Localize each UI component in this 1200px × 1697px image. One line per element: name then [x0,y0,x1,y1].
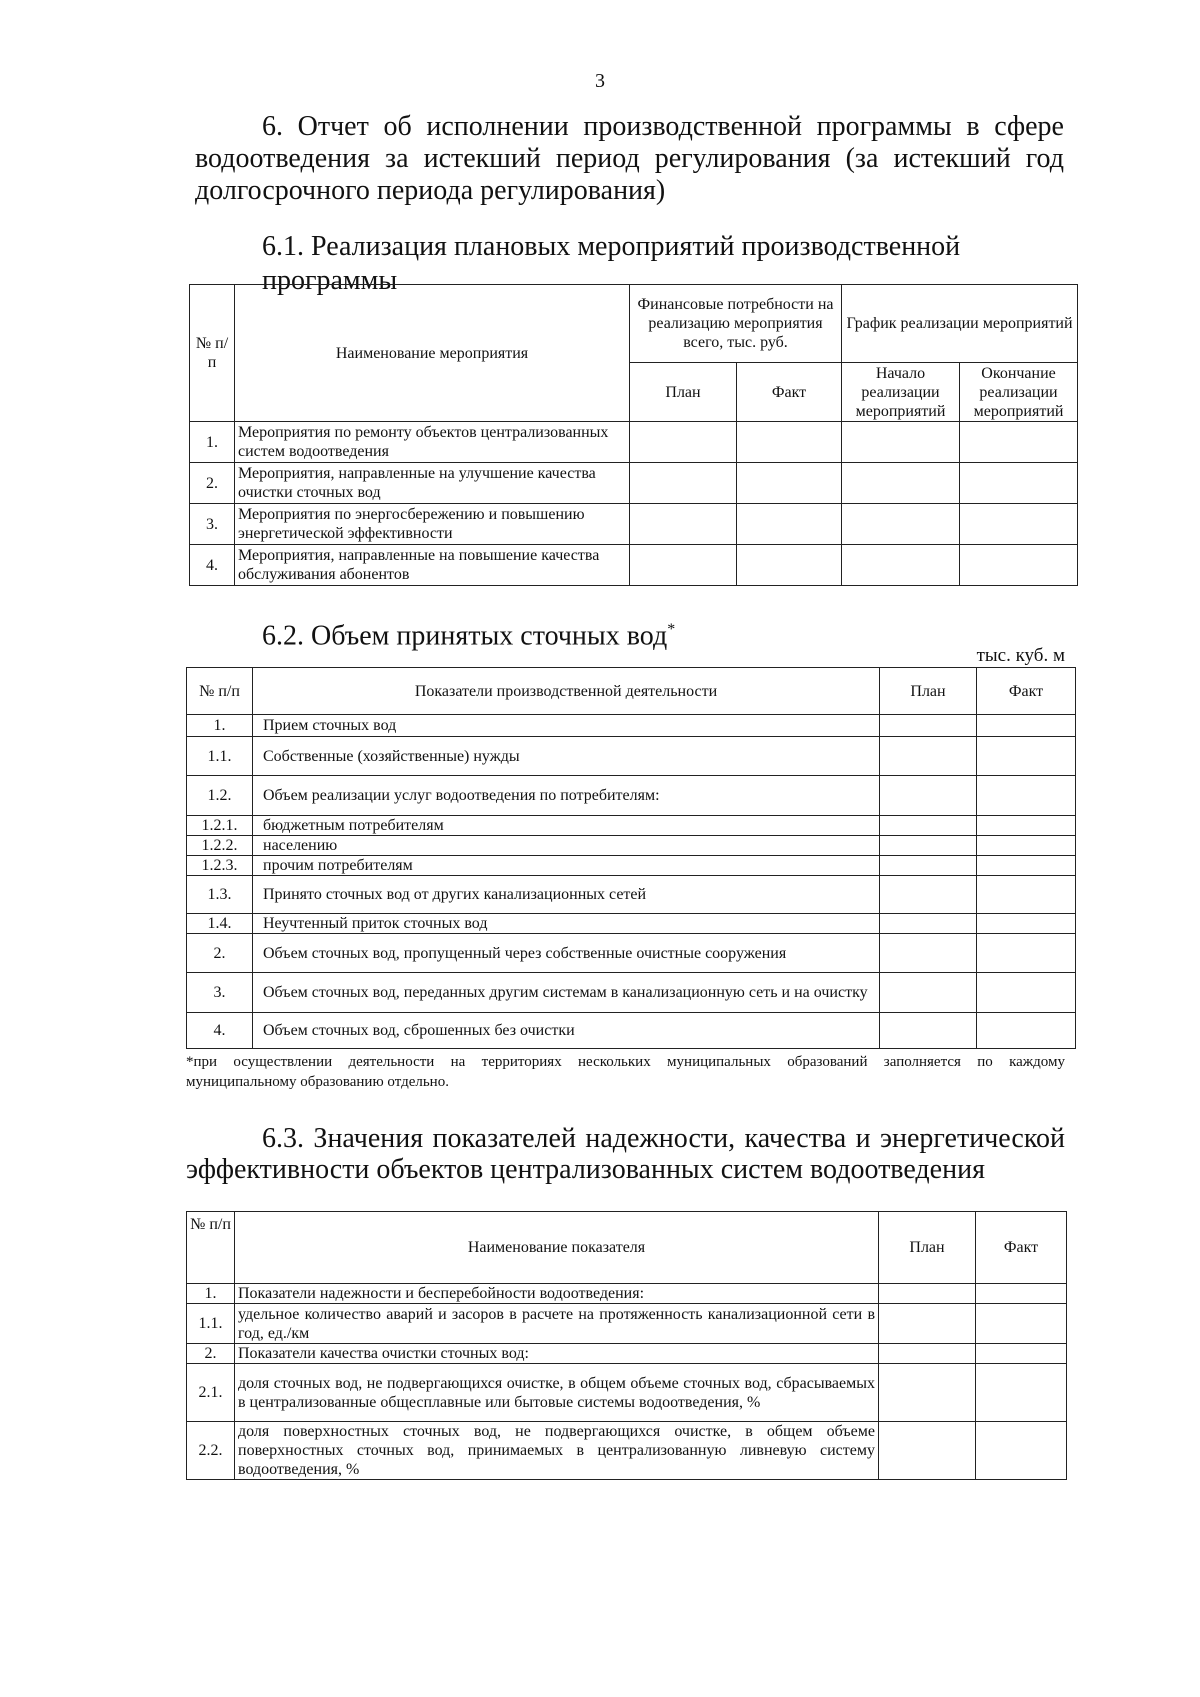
row-num: 1. [187,715,253,737]
plan-cell[interactable] [879,1422,976,1480]
row-num: 2. [190,463,235,504]
table-row [187,1304,1067,1344]
col-header-plan: План [880,668,977,715]
fact-cell[interactable] [737,504,842,545]
row-num: 2.1. [187,1364,235,1422]
col-header-fact: Факт [737,363,842,422]
table-row [187,876,1076,914]
row-name: Мероприятия, направленные на повышение качества обслуживания абонентов [235,545,630,586]
fact-cell[interactable] [976,1344,1067,1364]
col-header-plan: План [879,1212,976,1284]
col-header-end: Окончание реализации мероприятий [960,363,1078,422]
plan-cell[interactable] [879,1304,976,1344]
fact-cell[interactable] [977,836,1076,856]
plan-cell[interactable] [880,973,977,1013]
table-row [190,463,1078,504]
col-header-num: № п/п [187,668,253,715]
col-header-fact: Факт [977,668,1076,715]
plan-cell[interactable] [880,1013,977,1049]
start-cell[interactable] [842,422,960,463]
table-row [187,1344,1067,1364]
table-row [187,856,1076,876]
col-header-measure-name: Наименование мероприятия [235,285,630,422]
footnote-mark: * [667,621,676,638]
row-name: Прием сточных вод [253,715,880,737]
fact-cell[interactable] [977,737,1076,776]
table-6-3-indicators [186,1211,1067,1480]
row-name: бюджетным потребителям [253,816,880,836]
table-row [187,973,1076,1013]
row-name: Показатели надежности и бесперебойности водоотведения: [235,1284,879,1304]
row-num: 2.2. [187,1422,235,1480]
fact-cell[interactable] [977,816,1076,836]
row-num: 3. [190,504,235,545]
col-header-indicator-name: Наименование показателя [235,1212,879,1284]
row-name: Принято сточных вод от других канализационных сетей [253,876,880,914]
table-row [187,1422,1067,1480]
row-num: 4. [190,545,235,586]
col-header-financial-needs: Финансовые потребности на реализацию мероприятия всего, тыс. руб. [630,285,842,363]
fact-cell[interactable] [977,776,1076,816]
row-name: Объем сточных вод, сброшенных без очистки [253,1013,880,1049]
end-cell[interactable] [960,504,1078,545]
row-name: прочим потребителям [253,856,880,876]
row-num: 1.2.2. [187,836,253,856]
row-name: Мероприятия по энергосбережению и повышению энергетической эффективности [235,504,630,545]
table-6-2-wastewater-volume [186,667,1076,1049]
footnote-line-1: *при осуществлении деятельности на территориях нескольких муниципальных образований заполняется по каждому [186,1054,1065,1070]
start-cell[interactable] [842,545,960,586]
row-name: Объем сточных вод, переданных другим системам в канализационную сеть и на очистку [253,973,880,1013]
table-row [190,422,1078,463]
plan-cell[interactable] [880,776,977,816]
fact-cell[interactable] [977,914,1076,934]
col-header-plan: План [630,363,737,422]
fact-cell[interactable] [976,1304,1067,1344]
unit-label: тыс. куб. м [976,645,1065,666]
row-num: 1.1. [187,1304,235,1344]
end-cell[interactable] [960,463,1078,504]
fact-cell[interactable] [737,545,842,586]
row-num: 3. [187,973,253,1013]
table-row [187,836,1076,856]
col-header-indicator: Показатели производственной деятельности [253,668,880,715]
plan-cell[interactable] [879,1344,976,1364]
plan-cell[interactable] [880,737,977,776]
plan-cell[interactable] [630,463,737,504]
section-6-3-title-line-1: 6.3. Значения показателей надежности, качества и энергетической [262,1123,1065,1154]
section-6-2-title-text: 6.2. Объем принятых сточных вод [262,620,668,652]
row-name: Неучтенный приток сточных вод [253,914,880,934]
row-num: 2. [187,934,253,973]
col-header-schedule: График реализации мероприятий [842,285,1078,363]
plan-cell[interactable] [630,422,737,463]
fact-cell[interactable] [977,1013,1076,1049]
row-name: доля поверхностных сточных вод, не подвергающихся очистке, в общем объеме поверхностных сточных вод, принимаемых в централизованную ливневую систему водоотведения, % [235,1422,879,1480]
row-name: Мероприятия по ремонту объектов централизованных систем водоотведения [235,422,630,463]
fact-cell[interactable] [976,1364,1067,1422]
plan-cell[interactable] [880,836,977,856]
table-row [187,715,1076,737]
plan-cell[interactable] [880,934,977,973]
row-name: Объем реализации услуг водоотведения по потребителям: [253,776,880,816]
plan-cell[interactable] [879,1364,976,1422]
row-num: 2. [187,1344,235,1364]
section-6-heading-line-3: долгосрочного периода регулирования) [195,175,666,206]
row-name: Показатели качества очистки сточных вод: [235,1344,879,1364]
plan-cell[interactable] [880,856,977,876]
end-cell[interactable] [960,422,1078,463]
row-num: 1.3. [187,876,253,914]
row-name: Мероприятия, направленные на улучшение качества очистки сточных вод [235,463,630,504]
row-name: Собственные (хозяйственные) нужды [253,737,880,776]
table-row [187,776,1076,816]
row-num: 1.4. [187,914,253,934]
section-6-3-title-line-2: эффективности объектов централизованных систем водоотведения [186,1154,985,1185]
page-number: 3 [595,70,605,92]
fact-cell[interactable] [737,422,842,463]
fact-cell[interactable] [976,1422,1067,1480]
section-6-2-title [262,613,862,653]
row-name: Объем сточных вод, пропущенный через собственные очистные сооружения [253,934,880,973]
section-6-heading-line-1: 6. Отчет об исполнении производственной программы в сфере [262,111,1064,142]
table-row [187,816,1076,836]
plan-cell[interactable] [879,1284,976,1304]
start-cell[interactable] [842,463,960,504]
plan-cell[interactable] [880,914,977,934]
plan-cell[interactable] [880,816,977,836]
plan-cell[interactable] [630,504,737,545]
fact-cell[interactable] [977,856,1076,876]
row-num: 1.2.3. [187,856,253,876]
footnote-line-2: муниципальному образованию отдельно. [186,1074,449,1090]
col-header-num: № п/п [187,1212,235,1284]
row-name: населению [253,836,880,856]
table-row [187,914,1076,934]
fact-cell[interactable] [737,463,842,504]
row-name: доля сточных вод, не подвергающихся очистке, в общем объеме сточных вод, сбрасываемых в централизованные общесплавные или бытовые системы водоотведения, % [235,1364,879,1422]
table-row [190,504,1078,545]
row-name: удельное количество аварий и засоров в расчете на протяженность канализационной сети в год, ед./км [235,1304,879,1344]
section-6-heading-line-2: водоотведения за истекший период регулирования (за истекший год [195,143,1064,174]
start-cell[interactable] [842,504,960,545]
fact-cell[interactable] [977,715,1076,737]
fact-cell[interactable] [977,876,1076,914]
section-6-1-title: 6.1. Реализация плановых мероприятий производственной программы [262,231,961,296]
table-row [187,1013,1076,1049]
fact-cell[interactable] [977,934,1076,973]
row-num: 1.2. [187,776,253,816]
table-row [187,1284,1067,1304]
table-6-1-measures [189,284,1078,586]
table-row [187,737,1076,776]
table-row [190,545,1078,586]
fact-cell[interactable] [977,973,1076,1013]
plan-cell[interactable] [880,715,977,737]
plan-cell[interactable] [880,876,977,914]
row-num: 4. [187,1013,253,1049]
col-header-fact: Факт [976,1212,1067,1284]
col-header-num: № п/п [190,285,235,422]
row-num: 1.1. [187,737,253,776]
fact-cell[interactable] [976,1284,1067,1304]
end-cell[interactable] [960,545,1078,586]
row-num: 1.2.1. [187,816,253,836]
row-num: 1. [190,422,235,463]
table-row [187,934,1076,973]
table-row [187,1364,1067,1422]
col-header-start: Начало реализации мероприятий [842,363,960,422]
row-num: 1. [187,1284,235,1304]
plan-cell[interactable] [630,545,737,586]
